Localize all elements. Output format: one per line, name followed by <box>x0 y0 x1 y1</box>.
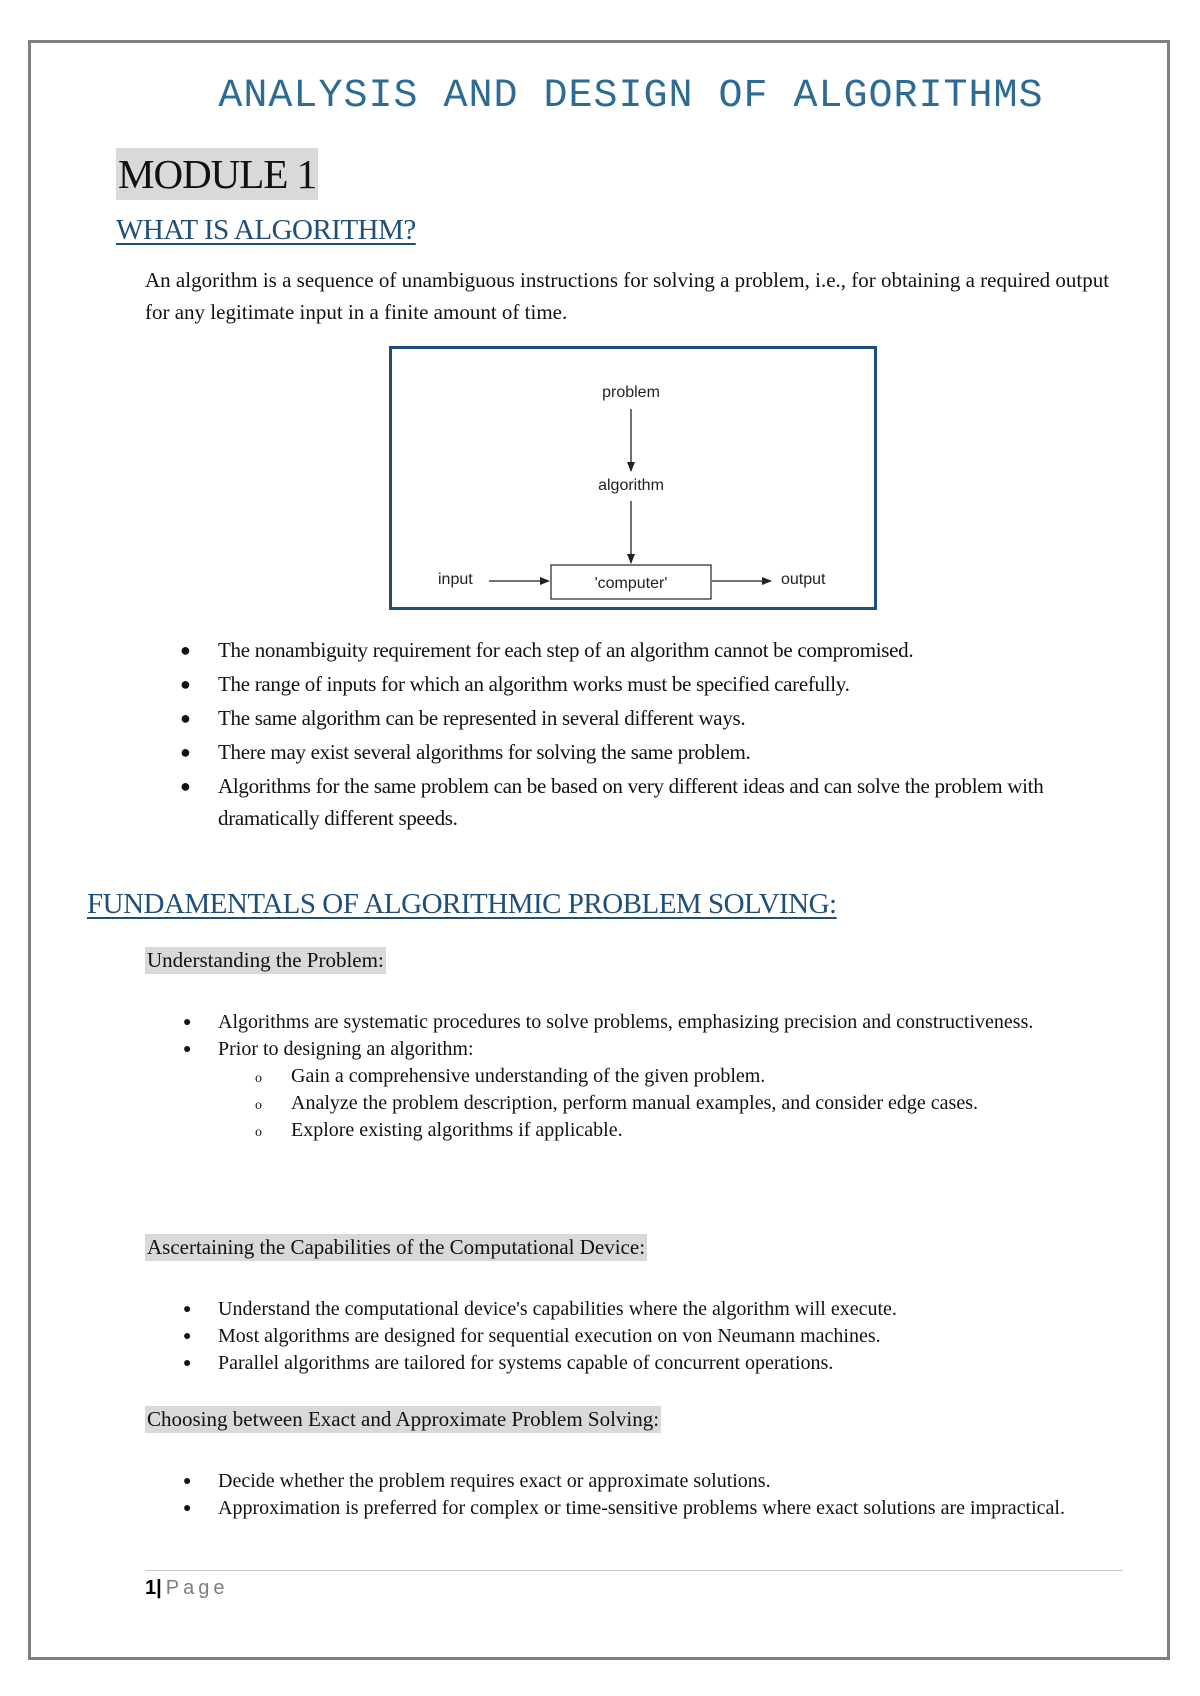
list-item: ● The nonambiguity requirement for each step of an algorithm cannot be compromised. <box>145 634 1105 666</box>
diagram-label-problem: problem <box>602 384 660 401</box>
circle-bullet-icon: o <box>255 1098 262 1113</box>
list-item: ● There may exist several algorithms for solving the same problem. <box>145 736 1105 768</box>
algorithm-definition: An algorithm is a sequence of unambiguous instructions for solving a problem, i.e., for obtaining a required output for any legitimate input in a finite amount of time. <box>145 268 1110 324</box>
bullet-icon: ● <box>183 1015 192 1030</box>
list-item: o Gain a comprehensive understanding of the given problem. <box>145 1063 1105 1090</box>
list-item: ● Prior to designing an algorithm: <box>145 1036 1105 1063</box>
exact-approximate-list <box>145 1468 1105 1522</box>
circle-bullet-icon: o <box>255 1125 262 1140</box>
circle-bullet-icon: o <box>255 1071 262 1086</box>
diagram-label-output: output <box>781 571 826 588</box>
footer-divider <box>145 1570 1123 1571</box>
list-item: ● Most algorithms are designed for sequential execution on von Neumann machines. <box>145 1323 1105 1350</box>
diagram-canvas <box>392 349 874 607</box>
bullet-icon: ● <box>183 1356 192 1371</box>
section-heading-what-is-algorithm: WHAT IS ALGORITHM? <box>116 214 416 246</box>
bullet-icon: ● <box>180 708 191 728</box>
algorithm-diagram <box>389 346 877 610</box>
list-item: ● Understand the computational device's capabilities where the algorithm will execute. <box>145 1296 1105 1323</box>
footer-separator: | <box>156 1577 162 1599</box>
list-item: ● Algorithms for the same problem can be based on very different ideas and can solve the problem with dramatically different speeds. <box>145 770 1105 834</box>
list-item: ● The same algorithm can be represented in several different ways. <box>145 702 1105 734</box>
list-item: o Analyze the problem description, perform manual examples, and consider edge cases. <box>145 1090 1105 1117</box>
subheading-capabilities: Ascertaining the Capabilities of the Computational Device: <box>147 1235 646 1259</box>
bullet-icon: ● <box>183 1302 192 1317</box>
diagram-label-computer: 'computer' <box>594 575 668 592</box>
bullet-icon: ● <box>183 1042 192 1057</box>
diagram-label-input: input <box>438 571 473 588</box>
list-item: ● Parallel algorithms are tailored for systems capable of concurrent operations. <box>145 1350 1105 1377</box>
list-item: o Explore existing algorithms if applicable. <box>145 1117 1105 1144</box>
subheading-exact-approximate: Choosing between Exact and Approximate Problem Solving: <box>147 1407 660 1431</box>
page-footer <box>145 1577 228 1600</box>
list-item: ● Algorithms are systematic procedures to solve problems, emphasizing precision and constructiveness. <box>145 1009 1105 1036</box>
capabilities-list <box>145 1296 1105 1377</box>
bullet-icon: ● <box>183 1501 192 1516</box>
bullet-icon: ● <box>180 776 191 796</box>
bullet-icon: ● <box>180 674 191 694</box>
list-item: ● Approximation is preferred for complex or time-sensitive problems where exact solutions are impractical. <box>145 1495 1105 1522</box>
bullet-icon: ● <box>180 640 191 660</box>
algorithm-properties-list <box>145 634 1105 834</box>
page-label: Page <box>165 1577 229 1599</box>
bullet-icon: ● <box>183 1474 192 1489</box>
understanding-list <box>145 1009 1105 1144</box>
diagram-label-algorithm: algorithm <box>598 477 664 494</box>
page-number: 1 <box>145 1577 157 1599</box>
bullet-icon: ● <box>183 1329 192 1344</box>
module-heading: MODULE 1 <box>116 148 318 200</box>
list-item: ● Decide whether the problem requires exact or approximate solutions. <box>145 1468 1105 1495</box>
document-title: ANALYSIS AND DESIGN OF ALGORITHMS <box>218 74 1044 119</box>
subheading-understanding: Understanding the Problem: <box>147 948 384 972</box>
section-heading-fundamentals: FUNDAMENTALS OF ALGORITHMIC PROBLEM SOLVING: <box>87 888 837 920</box>
list-item: ● The range of inputs for which an algorithm works must be specified carefully. <box>145 668 1105 700</box>
bullet-icon: ● <box>180 742 191 762</box>
